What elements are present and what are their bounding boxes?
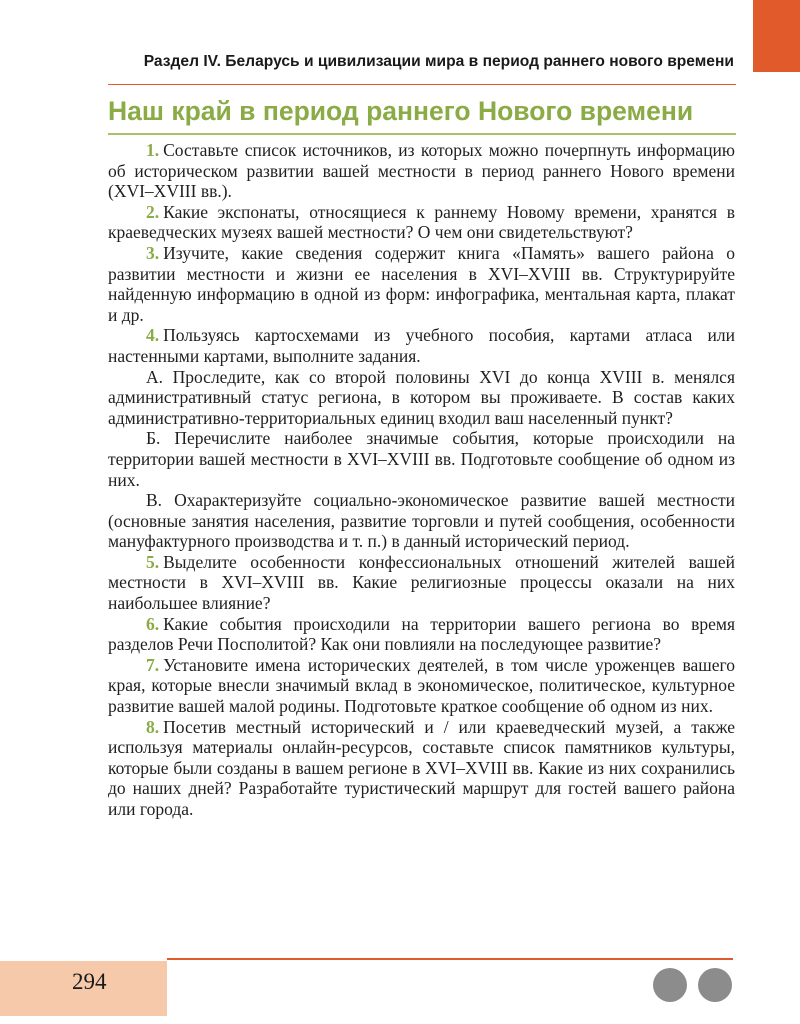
task-text: Установите имена исторических деятелей, в том числе уроженцев вашего края, которые внесли значимый вклад в экономическое, политическое, культурное развитие вашей малой родины. Подготовьте краткое сообщение об одном из них.	[108, 654, 735, 717]
task-paragraph	[108, 202, 735, 243]
task-number: 1.	[146, 140, 160, 160]
task-number: 7.	[146, 654, 160, 675]
corner-tab	[753, 0, 800, 72]
page-number: 294	[72, 969, 107, 994]
task-number: 4.	[146, 325, 160, 346]
task-number: 2.	[146, 201, 160, 222]
task-paragraph	[108, 243, 735, 325]
decorative-dot-icon	[698, 968, 732, 1002]
subtask-text: Б. Перечислите наиболее значимые события, которые происходили на территории вашей местности в XVI–XVIII вв. Подготовьте сообщение об одном из них.	[108, 428, 735, 490]
task-paragraph	[108, 614, 735, 655]
task-number: 6.	[146, 613, 160, 634]
subtask-paragraph	[108, 428, 735, 490]
title-divider	[108, 133, 736, 135]
subtask-paragraph	[108, 490, 735, 552]
section-header: Раздел IV. Беларусь и цивилизации мира в период раннего нового времени	[143, 53, 734, 70]
task-text: Какие события происходили на территории вашего региона во время разделов Речи Посполитой? Как они повлияли на последующее развитие?	[108, 613, 735, 655]
task-paragraph	[108, 655, 735, 717]
task-paragraph	[108, 140, 735, 202]
decorative-dot-icon	[653, 968, 687, 1002]
subtask-paragraph	[108, 367, 735, 429]
footer-divider	[167, 958, 733, 960]
task-text: Изучите, какие сведения содержит книга «Память» вашего района о развитии местности и жизни ее населения в XVI–XVIII вв. Структурируйте найденную информацию в одной из форм: инфографика, ментальная карта, плакат и др.	[108, 242, 735, 325]
task-text: Какие экспонаты, относящиеся к раннему Новому времени, хранятся в краеведческих музеях вашей местности? О чем они свидетельствуют?	[108, 201, 735, 243]
task-paragraph	[108, 325, 735, 366]
task-paragraph	[108, 717, 735, 820]
page-title: Наш край в период раннего Нового времени	[108, 96, 694, 126]
task-text: Посетив местный исторический и / или краеведческий музей, а также используя материалы онлайн-ресурсов, составьте список памятников культуры, которые были созданы в вашем регионе в XVI–XVIII вв. Какие из них сохранились до наших дней? Разработайте туристический маршрут для гостей вашего района или города.	[108, 716, 735, 819]
header-divider	[108, 84, 736, 85]
subtask-text: В. Охарактеризуйте социально-экономическое развитие вашей местности (основные занятия населения, развитие торговли и путей сообщения, особенности мануфактурного производства и т. п.) в данный исторический период.	[108, 490, 735, 552]
task-text: Выделите особенности конфессиональных отношений жителей вашей местности в XVI–XVIII вв. Какие религиозные процессы оказали на них наибольшее влияние?	[108, 551, 735, 614]
task-text: Пользуясь картосхемами из учебного пособия, картами атласа или настенными картами, выполните задания.	[108, 325, 735, 366]
task-list	[108, 140, 735, 820]
task-number: 8.	[146, 716, 160, 737]
task-text: Составьте список источников, из которых можно почерпнуть информацию об историческом развитии вашей местности в период раннего Нового времени (XVI–XVIII вв.).	[108, 140, 735, 202]
subtask-text: А. Проследите, как со второй половины XVI до конца XVIII в. менялся административный статус региона, в котором вы проживаете. В состав каких административно-территориальных единиц входил ваш населенный пункт?	[108, 366, 735, 428]
task-number: 3.	[146, 242, 160, 263]
task-paragraph	[108, 552, 735, 614]
task-number: 5.	[146, 551, 160, 572]
